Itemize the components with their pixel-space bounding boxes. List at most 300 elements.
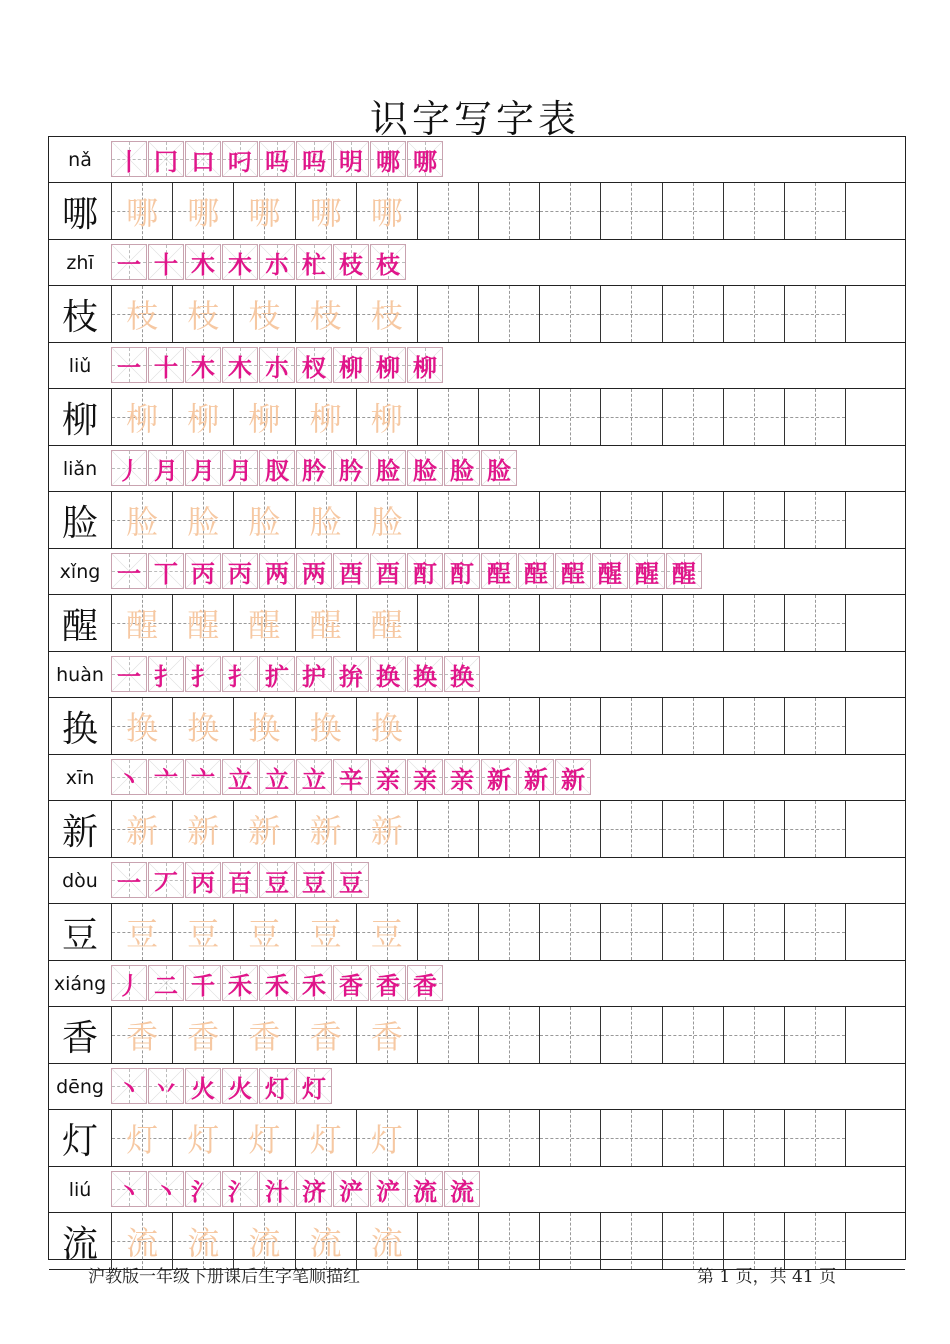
stroke-step-box: 豆 (333, 862, 369, 898)
stroke-step-box: 亠 (185, 759, 221, 795)
trace-cell: 哪 (295, 183, 356, 239)
writing-practice-row (49, 698, 905, 755)
writing-cell[interactable] (600, 492, 661, 548)
page-title: 识字写字表 (369, 97, 580, 141)
writing-practice-row (49, 183, 905, 240)
stroke-step-box: 立 (296, 759, 332, 795)
writing-cell[interactable] (784, 389, 845, 445)
stroke-step-box: 护 (296, 656, 332, 692)
end-cell (845, 698, 905, 754)
trace-cell: 香 (295, 1007, 356, 1063)
stroke-step-box: 一 (111, 656, 147, 692)
trace-cell: 换 (356, 698, 417, 754)
stroke-step-box: 香 (370, 965, 406, 1001)
stroke-step-box: 灯 (296, 1068, 332, 1104)
writing-cell[interactable] (784, 904, 845, 960)
stroke-step-box: 朩 (259, 347, 295, 383)
end-cell (845, 389, 905, 445)
writing-cell[interactable] (417, 904, 478, 960)
stroke-order-row (49, 858, 905, 904)
stroke-step-box: 酊 (444, 553, 480, 589)
stroke-sequence (111, 244, 407, 280)
stroke-step-box: 丿 (111, 965, 147, 1001)
tian-grid (111, 1213, 845, 1269)
stroke-step-box: 立 (259, 759, 295, 795)
stroke-step-box: 氵 (222, 1171, 258, 1207)
writing-cell[interactable] (417, 1213, 478, 1269)
stroke-step-box: 新 (518, 759, 554, 795)
trace-cell: 柳 (233, 389, 294, 445)
stroke-order-row (49, 240, 905, 286)
writing-cell[interactable] (723, 801, 784, 857)
writing-cell[interactable] (539, 492, 600, 548)
stroke-order-row (49, 961, 905, 1007)
writing-cell[interactable] (784, 1213, 845, 1269)
trace-cell: 醒 (233, 595, 294, 651)
model-character: 豆 (61, 914, 98, 956)
trace-cell: 哪 (111, 183, 172, 239)
stroke-step-box: 丆 (148, 862, 184, 898)
trace-cell: 流 (295, 1213, 356, 1269)
writing-practice-row (49, 492, 905, 549)
stroke-step-box: 肞 (259, 450, 295, 486)
tian-grid (111, 595, 845, 651)
stroke-step-box: 肣 (296, 450, 332, 486)
stroke-step-box: 柳 (407, 347, 443, 383)
writing-practice-row (49, 904, 905, 961)
trace-cell: 灯 (233, 1110, 294, 1166)
stroke-step-box: 月 (185, 450, 221, 486)
stroke-order-row (49, 446, 905, 492)
stroke-step-box: 济 (296, 1171, 332, 1207)
stroke-step-box: 一 (111, 244, 147, 280)
stroke-step-box: 丶 (148, 1171, 184, 1207)
trace-cell: 豆 (172, 904, 233, 960)
stroke-step-box: 酉 (333, 553, 369, 589)
writing-cell[interactable] (417, 698, 478, 754)
stroke-step-box: 氵 (185, 1171, 221, 1207)
stroke-step-box: 杈 (296, 347, 332, 383)
stroke-step-box: 新 (481, 759, 517, 795)
writing-cell[interactable] (784, 492, 845, 548)
stroke-step-box: 柳 (370, 347, 406, 383)
writing-cell[interactable] (662, 904, 723, 960)
writing-cell[interactable] (784, 698, 845, 754)
model-character: 香 (61, 1017, 98, 1059)
trace-cell: 香 (356, 1007, 417, 1063)
trace-cell: 流 (233, 1213, 294, 1269)
pinyin-label: liǎn (62, 457, 98, 480)
stroke-step-box: 肣 (333, 450, 369, 486)
stroke-step-box: 酊 (407, 553, 443, 589)
writing-cell[interactable] (600, 183, 661, 239)
writing-practice-row (49, 595, 905, 652)
stroke-order-row (49, 549, 905, 595)
trace-cell: 换 (172, 698, 233, 754)
trace-cell: 哪 (356, 183, 417, 239)
trace-cell: 灯 (356, 1110, 417, 1166)
tian-grid (111, 801, 845, 857)
stroke-step-box: 吗 (259, 141, 295, 177)
stroke-step-box: 丿 (111, 450, 147, 486)
writing-cell[interactable] (539, 595, 600, 651)
writing-cell[interactable] (417, 801, 478, 857)
stroke-step-box: 朩 (259, 244, 295, 280)
writing-cell[interactable] (539, 904, 600, 960)
writing-cell[interactable] (600, 389, 661, 445)
writing-cell[interactable] (784, 1007, 845, 1063)
writing-cell[interactable] (600, 698, 661, 754)
stroke-step-box: 明 (333, 141, 369, 177)
writing-cell[interactable] (539, 801, 600, 857)
stroke-step-box: 立 (222, 759, 258, 795)
pinyin-label: huàn (56, 663, 104, 686)
trace-cell: 香 (111, 1007, 172, 1063)
writing-cell[interactable] (478, 698, 539, 754)
pinyin-label: nǎ (68, 148, 92, 171)
trace-cell: 香 (172, 1007, 233, 1063)
trace-cell: 柳 (172, 389, 233, 445)
writing-cell[interactable] (662, 286, 723, 342)
stroke-sequence (111, 965, 444, 1001)
writing-cell[interactable] (723, 286, 784, 342)
stroke-step-box: 丙 (185, 553, 221, 589)
stroke-step-box: 枝 (370, 244, 406, 280)
writing-cell[interactable] (723, 1110, 784, 1166)
stroke-order-row (49, 652, 905, 698)
stroke-sequence (111, 450, 518, 486)
stroke-step-box: 口 (185, 141, 221, 177)
writing-cell[interactable] (478, 183, 539, 239)
writing-cell[interactable] (600, 595, 661, 651)
stroke-step-box: 脸 (481, 450, 517, 486)
stroke-sequence (111, 1171, 481, 1207)
stroke-step-box: 杧 (296, 244, 332, 280)
writing-cell[interactable] (417, 1007, 478, 1063)
stroke-order-row (49, 1064, 905, 1110)
writing-practice-row (49, 286, 905, 343)
trace-cell: 脸 (356, 492, 417, 548)
writing-cell[interactable] (784, 595, 845, 651)
trace-cell: 豆 (356, 904, 417, 960)
stroke-step-box: 流 (444, 1171, 480, 1207)
trace-cell: 流 (111, 1213, 172, 1269)
writing-cell[interactable] (478, 904, 539, 960)
writing-cell[interactable] (662, 183, 723, 239)
writing-cell[interactable] (600, 1110, 661, 1166)
trace-cell: 脸 (295, 492, 356, 548)
trace-cell: 流 (172, 1213, 233, 1269)
stroke-sequence (111, 759, 592, 795)
trace-cell: 换 (233, 698, 294, 754)
model-character: 柳 (61, 399, 98, 441)
model-character: 灯 (61, 1120, 98, 1162)
writing-cell[interactable] (723, 698, 784, 754)
writing-cell[interactable] (662, 595, 723, 651)
model-character: 换 (61, 708, 98, 750)
stroke-step-box: 丨 (111, 141, 147, 177)
writing-cell[interactable] (723, 904, 784, 960)
pinyin-label: xiáng (53, 972, 107, 995)
trace-cell: 柳 (356, 389, 417, 445)
stroke-step-box: 酉 (370, 553, 406, 589)
tian-grid (111, 492, 845, 548)
tian-grid (111, 904, 845, 960)
stroke-step-box: 丶 (111, 1171, 147, 1207)
pinyin-label: xǐng (59, 560, 101, 583)
end-cell (845, 801, 905, 857)
writing-cell[interactable] (478, 595, 539, 651)
trace-cell: 新 (111, 801, 172, 857)
stroke-step-box: 扩 (259, 656, 295, 692)
writing-cell[interactable] (417, 183, 478, 239)
trace-cell: 枝 (295, 286, 356, 342)
stroke-step-box: 醒 (629, 553, 665, 589)
writing-cell[interactable] (662, 1007, 723, 1063)
stroke-step-box: 辛 (333, 759, 369, 795)
stroke-step-box: 浐 (370, 1171, 406, 1207)
stroke-step-box: 木 (185, 244, 221, 280)
writing-cell[interactable] (662, 801, 723, 857)
stroke-step-box: 十 (148, 244, 184, 280)
trace-cell: 枝 (111, 286, 172, 342)
writing-cell[interactable] (784, 286, 845, 342)
stroke-step-box: 醒 (592, 553, 628, 589)
stroke-step-box: 脸 (407, 450, 443, 486)
writing-cell[interactable] (600, 1007, 661, 1063)
pinyin-label: liú (68, 1178, 92, 1201)
pinyin-label: zhī (66, 251, 94, 274)
stroke-step-box: 禾 (296, 965, 332, 1001)
stroke-step-box: 醒 (666, 553, 702, 589)
trace-cell: 换 (111, 698, 172, 754)
trace-cell: 柳 (295, 389, 356, 445)
tian-grid (111, 1110, 845, 1166)
end-cell (845, 904, 905, 960)
stroke-step-box: 柳 (333, 347, 369, 383)
writing-cell[interactable] (600, 801, 661, 857)
writing-cell[interactable] (723, 389, 784, 445)
writing-cell[interactable] (478, 801, 539, 857)
writing-practice-row (49, 1007, 905, 1064)
model-character: 新 (61, 811, 98, 853)
writing-cell[interactable] (723, 595, 784, 651)
writing-practice-row (49, 389, 905, 446)
trace-cell: 醒 (295, 595, 356, 651)
tian-grid (111, 1007, 845, 1063)
stroke-step-box: 月 (222, 450, 258, 486)
writing-cell[interactable] (417, 492, 478, 548)
writing-cell[interactable] (417, 286, 478, 342)
trace-cell: 枝 (356, 286, 417, 342)
trace-cell: 香 (233, 1007, 294, 1063)
end-cell (845, 1110, 905, 1166)
tian-grid (111, 698, 845, 754)
model-character: 脸 (61, 502, 98, 544)
trace-cell: 新 (233, 801, 294, 857)
writing-cell[interactable] (723, 492, 784, 548)
trace-cell: 哪 (172, 183, 233, 239)
writing-cell[interactable] (784, 801, 845, 857)
stroke-sequence (111, 347, 444, 383)
trace-cell: 灯 (172, 1110, 233, 1166)
stroke-step-box: 换 (444, 656, 480, 692)
trace-cell: 哪 (233, 183, 294, 239)
writing-cell[interactable] (539, 389, 600, 445)
stroke-step-box: 千 (185, 965, 221, 1001)
end-cell (845, 595, 905, 651)
stroke-step-box: 木 (185, 347, 221, 383)
pinyin-label: xīn (65, 766, 95, 789)
writing-cell[interactable] (784, 183, 845, 239)
trace-cell: 新 (295, 801, 356, 857)
writing-cell[interactable] (723, 1213, 784, 1269)
stroke-step-box: 酲 (555, 553, 591, 589)
writing-cell[interactable] (662, 1110, 723, 1166)
writing-cell[interactable] (478, 286, 539, 342)
stroke-step-box: 浐 (333, 1171, 369, 1207)
stroke-sequence (111, 656, 481, 692)
trace-cell: 豆 (111, 904, 172, 960)
trace-cell: 枝 (233, 286, 294, 342)
writing-cell[interactable] (417, 595, 478, 651)
stroke-step-box: 月 (148, 450, 184, 486)
writing-practice-row (49, 1110, 905, 1167)
tian-grid (111, 183, 845, 239)
writing-cell[interactable] (662, 492, 723, 548)
stroke-step-box: 两 (259, 553, 295, 589)
writing-cell[interactable] (600, 286, 661, 342)
stroke-step-box: 豆 (259, 862, 295, 898)
stroke-step-box: 一 (111, 347, 147, 383)
tian-grid (111, 389, 845, 445)
trace-cell: 豆 (233, 904, 294, 960)
stroke-order-row (49, 755, 905, 801)
stroke-step-box: 亠 (148, 759, 184, 795)
stroke-sequence (111, 141, 444, 177)
writing-cell[interactable] (784, 1110, 845, 1166)
stroke-step-box: 一 (111, 553, 147, 589)
writing-cell[interactable] (600, 904, 661, 960)
character-practice-table (48, 136, 906, 1265)
stroke-step-box: 亲 (370, 759, 406, 795)
writing-cell[interactable] (539, 698, 600, 754)
writing-cell[interactable] (723, 183, 784, 239)
trace-cell: 灯 (111, 1110, 172, 1166)
stroke-step-box: 木 (222, 347, 258, 383)
trace-cell: 醒 (172, 595, 233, 651)
trace-cell: 柳 (111, 389, 172, 445)
stroke-step-box: 酲 (518, 553, 554, 589)
writing-practice-row (49, 801, 905, 858)
writing-cell[interactable] (478, 1007, 539, 1063)
stroke-step-box: 枝 (333, 244, 369, 280)
writing-cell[interactable] (478, 1213, 539, 1269)
stroke-step-box: 酲 (481, 553, 517, 589)
stroke-order-row (49, 1167, 905, 1213)
stroke-step-box: 丶 (111, 759, 147, 795)
end-cell (845, 286, 905, 342)
footer-page-number: 第 1 页，共 41 页 (697, 1267, 837, 1287)
trace-cell: 新 (356, 801, 417, 857)
stroke-order-row (49, 137, 905, 183)
stroke-step-box: 拚 (333, 656, 369, 692)
stroke-step-box: 丅 (148, 553, 184, 589)
writing-cell[interactable] (539, 286, 600, 342)
writing-cell[interactable] (478, 492, 539, 548)
trace-cell: 枝 (172, 286, 233, 342)
writing-cell[interactable] (417, 1110, 478, 1166)
trace-cell: 豆 (295, 904, 356, 960)
stroke-step-box: 脸 (444, 450, 480, 486)
writing-cell[interactable] (662, 389, 723, 445)
trace-cell: 新 (172, 801, 233, 857)
stroke-step-box: 冂 (148, 141, 184, 177)
writing-cell[interactable] (600, 1213, 661, 1269)
stroke-step-box: 丷 (148, 1068, 184, 1104)
model-character: 醒 (61, 605, 98, 647)
stroke-step-box: 禾 (259, 965, 295, 1001)
stroke-step-box: 汁 (259, 1171, 295, 1207)
stroke-step-box: 叼 (222, 141, 258, 177)
pinyin-label: dēng (56, 1075, 104, 1098)
writing-cell[interactable] (478, 1110, 539, 1166)
writing-cell[interactable] (662, 1213, 723, 1269)
tian-grid (111, 286, 845, 342)
trace-cell: 脸 (111, 492, 172, 548)
footer-book-title: 沪教版一年级下册课后生字笔顺描红 (88, 1267, 360, 1287)
stroke-step-box: 百 (222, 862, 258, 898)
stroke-step-box: 豆 (296, 862, 332, 898)
writing-cell[interactable] (539, 1213, 600, 1269)
stroke-step-box: 香 (333, 965, 369, 1001)
trace-cell: 醒 (111, 595, 172, 651)
stroke-step-box: 亲 (444, 759, 480, 795)
writing-cell[interactable] (539, 183, 600, 239)
pinyin-label: dòu (62, 869, 98, 892)
stroke-step-box: 两 (296, 553, 332, 589)
end-cell (845, 183, 905, 239)
model-character: 流 (61, 1223, 98, 1265)
stroke-step-box: 丙 (185, 862, 221, 898)
writing-cell[interactable] (478, 389, 539, 445)
pinyin-label: liǔ (68, 354, 92, 377)
stroke-step-box: 哪 (407, 141, 443, 177)
end-cell (845, 1213, 905, 1269)
writing-cell[interactable] (539, 1007, 600, 1063)
writing-cell[interactable] (417, 389, 478, 445)
stroke-sequence (111, 1068, 333, 1104)
writing-cell[interactable] (723, 1007, 784, 1063)
stroke-step-box: 脸 (370, 450, 406, 486)
model-character: 哪 (61, 193, 98, 235)
stroke-step-box: 换 (370, 656, 406, 692)
trace-cell: 换 (295, 698, 356, 754)
stroke-step-box: 二 (148, 965, 184, 1001)
trace-cell: 灯 (295, 1110, 356, 1166)
stroke-step-box: 香 (407, 965, 443, 1001)
stroke-step-box: 换 (407, 656, 443, 692)
end-cell (845, 1007, 905, 1063)
trace-cell: 脸 (172, 492, 233, 548)
writing-cell[interactable] (539, 1110, 600, 1166)
writing-cell[interactable] (662, 698, 723, 754)
stroke-step-box: 流 (407, 1171, 443, 1207)
trace-cell: 脸 (233, 492, 294, 548)
stroke-step-box: 亲 (407, 759, 443, 795)
stroke-step-box: 十 (148, 347, 184, 383)
stroke-step-box: 扌 (185, 656, 221, 692)
